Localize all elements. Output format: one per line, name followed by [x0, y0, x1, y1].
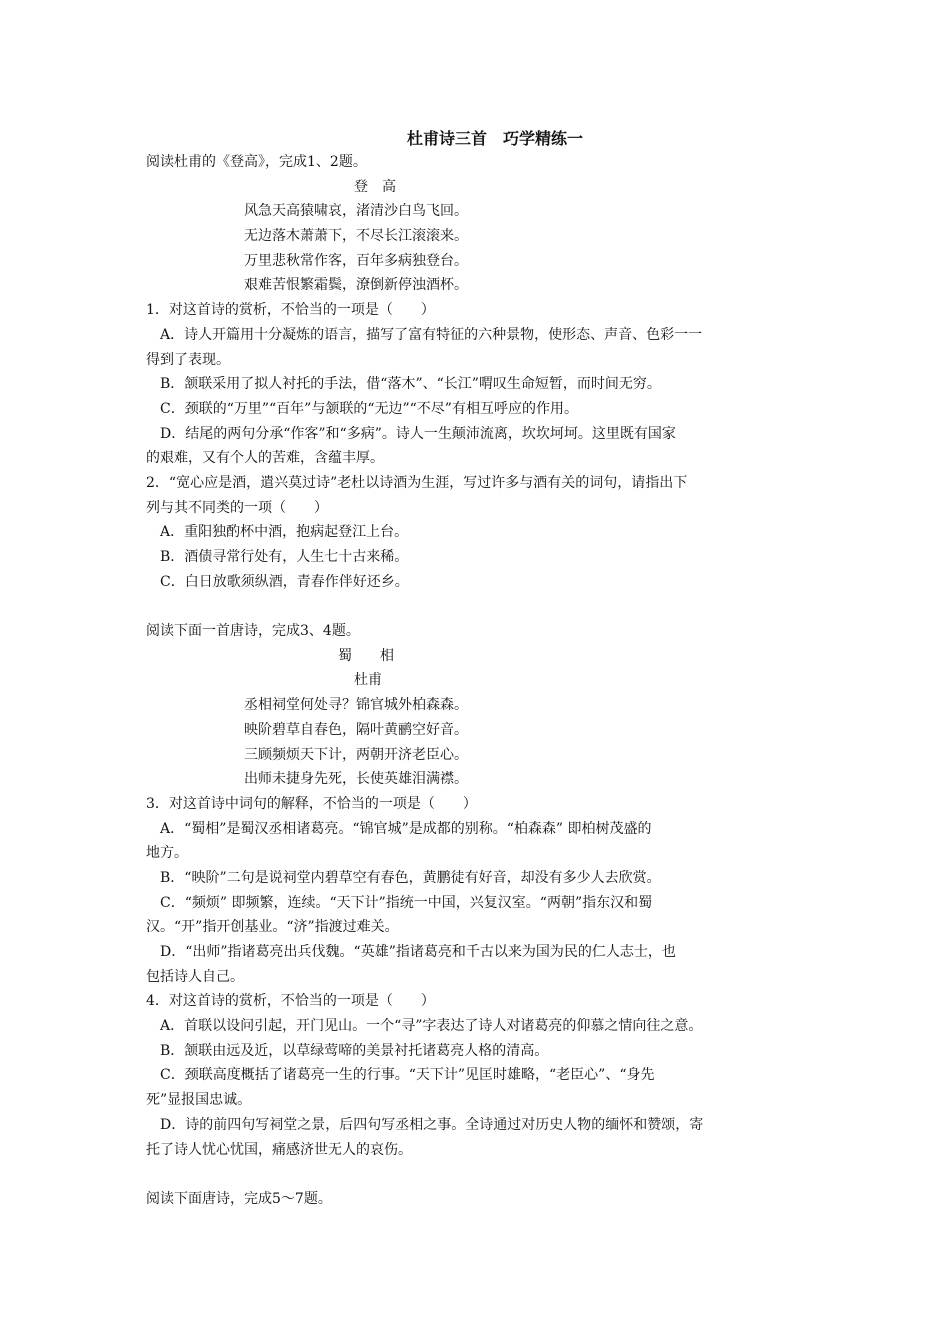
q1-stem: 1．对这首诗的赏析，不恰当的一项是（ ） — [146, 302, 435, 319]
q3-option-d-line2: 包括诗人自己。 — [146, 968, 244, 985]
q4-option-d-line1: D．诗的前四句写祠堂之景，后四句写丞相之事。全诗通过对历史人物的缅怀和赞颂，寄 — [160, 1116, 704, 1133]
q4-stem: 4．对这首诗的赏析，不恰当的一项是（ ） — [146, 993, 435, 1010]
q1-option-d-line1: D．结尾的两句分承“作客”和“多病”。诗人一生颠沛流离，坎坎坷坷。这里既有国家 — [160, 425, 676, 442]
poem2-author: 杜甫 — [354, 672, 382, 689]
q1-option-a-line1: A．诗人开篇用十分凝炼的语言，描写了富有特征的六种景物，使形态、声音、色彩一一 — [160, 326, 703, 343]
q3-stem: 3．对这首诗中词句的解释，不恰当的一项是（ ） — [146, 795, 477, 812]
q1-option-b: B．颔联采用了拟人衬托的手法，借“落木”、“长江”喟叹生命短暂，而时间无穷。 — [160, 376, 661, 393]
q3-option-b: B．“映阶”二句是说祠堂内碧草空有春色，黄鹏徒有好音，却没有多少人去欣赏。 — [160, 869, 661, 886]
q2-option-c: C．白日放歌须纵酒，青春作伴好还乡。 — [160, 573, 409, 590]
q2-stem-line2: 列与其不同类的一项（ ） — [146, 499, 328, 516]
q2-stem-line1: 2．“宽心应是酒，遣兴莫过诗”老杜以诗酒为生涯，写过许多与酒有关的词句，请指出下 — [146, 474, 688, 491]
poem2-line-4: 出师未捷身先死，长使英雄泪满襟。 — [244, 771, 468, 788]
q4-option-c-line2: 死”显报国忠诚。 — [146, 1092, 252, 1109]
poem2-title: 蜀 相 — [338, 647, 394, 664]
q3-option-c-line1: C．“频烦” 即频繁，连续。“天下计”指统一中国，兴复汉室。“两朝”指东汉和蜀 — [160, 894, 653, 911]
spacer — [146, 1162, 824, 1187]
q3-option-c-line2: 汉。“开”指开创基业。“济”指渡过难关。 — [146, 919, 399, 936]
q4-option-d-line2: 托了诗人忧心忧国，痛感济世无人的哀伤。 — [146, 1141, 412, 1158]
poem2-line-3: 三顾频烦天下计，两朝开济老臣心。 — [244, 746, 468, 763]
poem1-line-1: 风急天高猿啸哀，渚清沙白鸟飞回。 — [244, 203, 468, 220]
q1-option-d-line2: 的艰难，又有个人的苦难，含蕴丰厚。 — [146, 450, 384, 467]
section1-intro: 阅读杜甫的《登高》，完成1、2题。 — [146, 154, 367, 170]
poem1-line-3: 万里悲秋常作客，百年多病独登台。 — [244, 252, 468, 269]
poem2-line-1: 丞相祠堂何处寻？锦官城外柏森森。 — [244, 697, 468, 714]
section3-intro: 阅读下面唐诗，完成5～7题。 — [146, 1190, 332, 1207]
q3-option-d-line1: D．“出师”指诸葛亮出兵伐魏。“英雄”指诸葛亮和千古以来为国为民的仁人志士，也 — [160, 944, 676, 960]
q3-option-a-line1: A．“蜀相”是蜀汉丞相诸葛亮。“锦官城”是成都的别称。“柏森森” 即柏树茂盛的 — [160, 820, 652, 837]
poem2-line-2: 映阶碧草自春色，隔叶黄鹂空好音。 — [244, 721, 468, 738]
q1-option-a-line2: 得到了表现。 — [146, 351, 230, 368]
poem1-line-4: 艰难苦恨繁霜鬓，潦倒新停浊酒杯。 — [244, 277, 468, 294]
poem1-line-2: 无边落木萧萧下，不尽长江滚滚来。 — [244, 228, 468, 245]
document-body — [146, 150, 824, 1212]
q1-option-c: C．颈联的“万里”“百年”与颔联的“无边”“不尽”有相互呼应的作用。 — [160, 400, 578, 417]
q4-option-b: B．颔联由远及近，以草绿莺啼的美景衬托诸葛亮人格的清高。 — [160, 1042, 549, 1059]
section2-intro: 阅读下面一首唐诗，完成3、4题。 — [146, 623, 360, 640]
q3-option-a-line2: 地方。 — [146, 845, 188, 862]
q2-option-a: A．重阳独酌杯中酒，抱病起登江上台。 — [160, 524, 409, 541]
page-title: 杜甫诗三首 巧学精练一 — [406, 129, 583, 148]
q4-option-c-line1: C．颈联高度概括了诸葛亮一生的行事。“天下计”见匡时雄略，“老臣心”、“身先 — [160, 1067, 655, 1084]
q4-option-a: A．首联以设问引起，开门见山。一个“寻”字表达了诗人对诸葛亮的仰慕之情向往之意。 — [160, 1018, 703, 1035]
poem1-title: 登 高 — [354, 178, 396, 195]
q2-option-b: B．酒债寻常行处有，人生七十古来稀。 — [160, 549, 409, 565]
spacer — [146, 594, 824, 619]
